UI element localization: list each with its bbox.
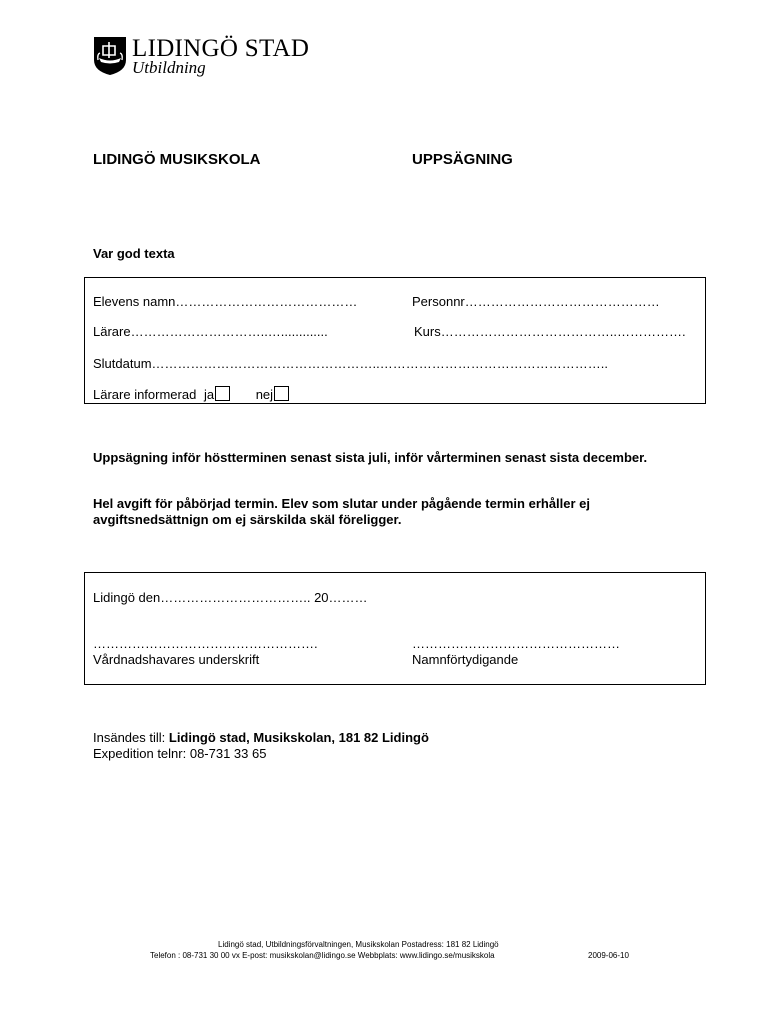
submit-address xyxy=(93,730,429,745)
name-clarification-line[interactable]: ………………………………………… xyxy=(412,636,620,651)
logo-subtitle: Utbildning xyxy=(132,58,206,77)
footer-line-1: Lidingö stad, Utbildningsförvaltningen, Musikskolan Postadress: 181 82 Lidingö xyxy=(218,940,499,949)
yes-label: ja xyxy=(203,387,215,402)
school-name: LIDINGÖ MUSIKSKOLA xyxy=(93,151,261,168)
lidingo-shield-logo xyxy=(93,36,127,76)
instruction-text: Var god texta xyxy=(93,246,175,261)
footer-date: 2009-06-10 xyxy=(588,951,629,960)
yes-checkbox[interactable] xyxy=(215,386,230,401)
logo-title: LIDINGÖ STAD xyxy=(132,35,310,62)
fee-notice: Hel avgift för påbörjad termin. Elev som slutar under pågående termin erhåller ej avgiftsnedsättnign om ej särskilda skäl föreligger. xyxy=(93,496,591,527)
deadline-notice: Uppsägning inför höstterminen senast sista juli, inför vårterminen senast sista december. xyxy=(93,450,648,465)
footer-line-2: Telefon : 08-731 30 00 vx E-post: musikskolan@lidingo.se Webbplats: www.lidingo.se/musikskola xyxy=(150,951,495,960)
document-title: UPPSÄGNING xyxy=(412,151,513,168)
personal-number-field[interactable]: Personnr……………………………………… xyxy=(412,294,660,309)
no-checkbox[interactable] xyxy=(274,386,289,401)
submit-prefix: Insändes till: xyxy=(93,730,169,745)
office-phone: Expedition telnr: 08-731 33 65 xyxy=(93,746,267,761)
no-label: nej xyxy=(255,387,274,402)
teacher-field[interactable]: Lärare…………………………..…............. xyxy=(93,324,328,339)
signature-box xyxy=(84,572,706,685)
teacher-informed-row xyxy=(93,386,289,402)
course-field[interactable]: Kurs…………………………………..……………. xyxy=(414,324,686,339)
guardian-signature-line[interactable]: ……………………………………………. xyxy=(93,636,318,651)
name-clarification-label: Namnförtydigande xyxy=(412,652,519,667)
guardian-signature-label: Vårdnadshavares underskrift xyxy=(93,652,260,667)
student-name-field[interactable]: Elevens namn…………………………………… xyxy=(93,294,358,309)
place-date-field[interactable]: Lidingö den…………………………….. 20……… xyxy=(93,590,368,605)
end-date-field[interactable]: Slutdatum……………………………………………..…………………………………………….. xyxy=(93,356,608,371)
submit-address-text: Lidingö stad, Musikskolan, 181 82 Lidingö xyxy=(168,730,429,745)
teacher-informed-label: Lärare informerad xyxy=(93,387,197,402)
